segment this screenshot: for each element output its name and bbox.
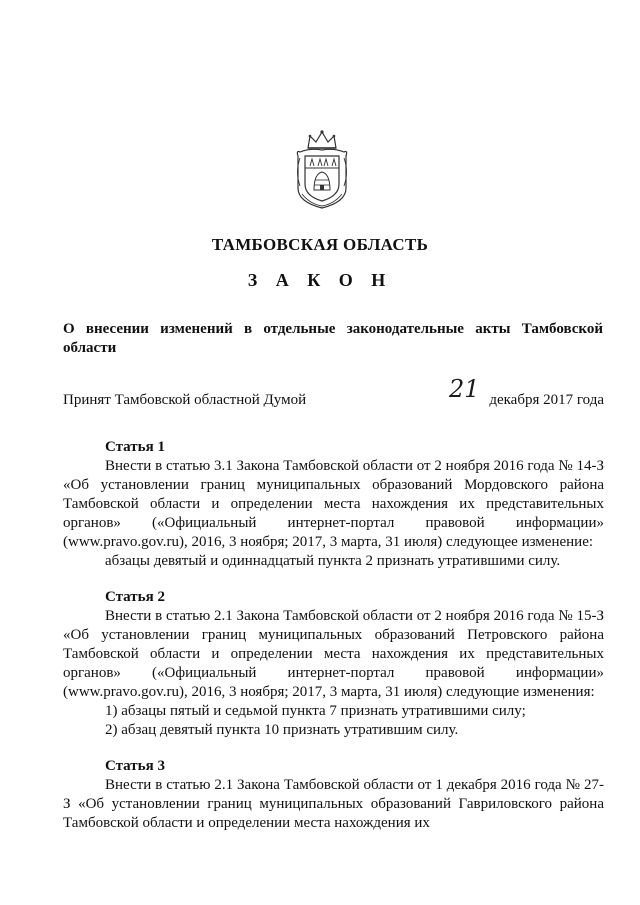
region-title: ТАМБОВСКАЯ ОБЛАСТЬ xyxy=(211,235,429,254)
article-item: абзацы девятый и одиннадцатый пункта 2 признать утратившими силу. xyxy=(105,553,561,569)
article-item: 1) абзацы пятый и седьмой пункта 7 признать утратившими силу; xyxy=(105,703,526,719)
article-intro: Внести в статью 2.1 Закона Тамбовской области от 2 ноября 2016 года № 15-З «Об установлении границ муниципальных образований Петровского района Тамбовской области и определении места нахождения их представительных органов» («Официальный интернет-портал правовой информации» (www.pravo.gov.ru), 2016, 3 ноября; 2017, 3 марта, 31 июля) следующие изменения: xyxy=(63,608,604,700)
document-type-heading: З А К О Н xyxy=(247,270,393,290)
article-title: Статья 3 xyxy=(105,758,165,774)
coat-of-arms-icon xyxy=(294,128,350,210)
article-item: 2) абзац девятый пункта 10 признать утратившим силу. xyxy=(105,722,459,738)
adoption-date: декабря 2017 года xyxy=(489,392,604,408)
law-body xyxy=(63,438,604,850)
adopted-by-text: Принят Тамбовской областной Думой xyxy=(63,392,307,408)
article-1 xyxy=(63,438,604,571)
article-intro: Внести в статью 2.1 Закона Тамбовской области от 1 декабря 2016 года № 27-З «Об установлении границ муниципальных образований Гавриловского района Тамбовской области и определении места нахождения их xyxy=(63,777,604,831)
handwritten-day: 21 xyxy=(449,375,480,403)
article-title: Статья 2 xyxy=(105,589,165,605)
article-intro: Внести в статью 3.1 Закона Тамбовской области от 2 ноября 2016 года № 14-З «Об установлении границ муниципальных образований Мордовского района Тамбовской области и определении места нахождения их представительных органов» («Официальный интернет-портал правовой информации» (www.pravo.gov.ru), 2016, 3 ноября; 2017, 3 марта, 31 июля) следующее изменение: xyxy=(63,458,604,550)
article-3 xyxy=(63,757,604,833)
article-2 xyxy=(63,588,604,740)
law-title: О внесении изменений в отдельные законодательные акты Тамбовской области xyxy=(63,321,603,356)
article-title: Статья 1 xyxy=(105,439,165,455)
